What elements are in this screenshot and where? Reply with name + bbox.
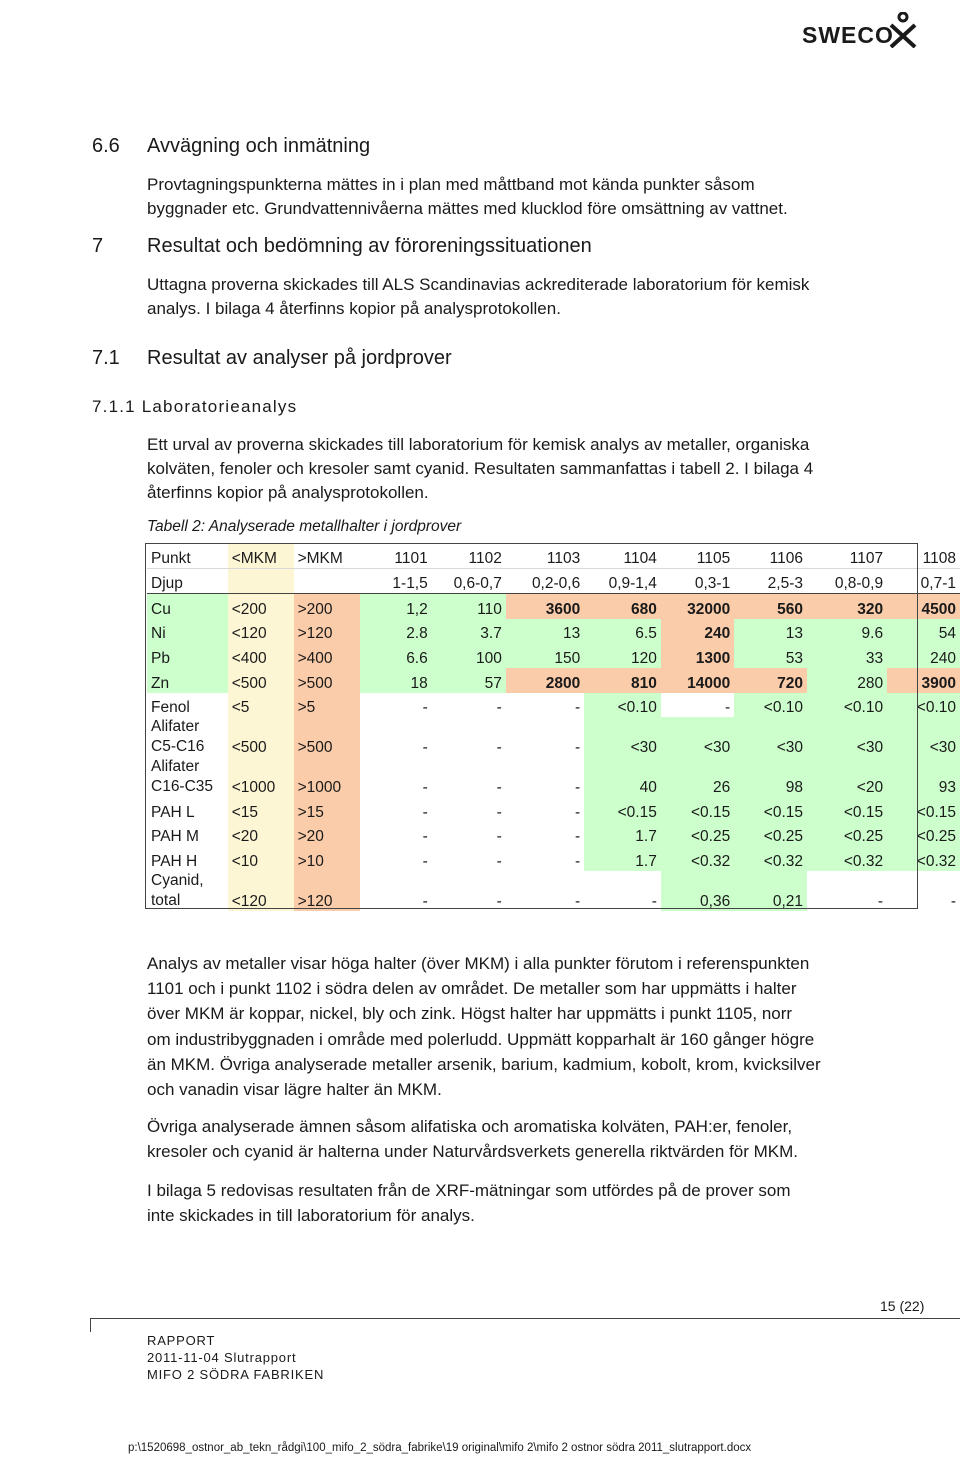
table-cell: >200 <box>294 594 360 619</box>
section-7-heading <box>92 235 792 261</box>
section-7-1-heading <box>92 347 592 373</box>
table-cell: 100 <box>432 643 506 668</box>
depth-cell: 2,5-3 <box>734 568 807 594</box>
table-cell: Alifater C16-C35 <box>151 758 214 796</box>
table-cell: - <box>422 892 428 910</box>
table-cell: 120 <box>584 643 661 668</box>
table-cell: >120 <box>294 871 360 911</box>
header-cell: 1107 <box>807 543 887 568</box>
header-cell: 1104 <box>584 543 661 568</box>
header-cell: 1101 <box>360 543 432 568</box>
logo-mark-icon <box>887 12 919 48</box>
table-cell: - <box>496 779 502 797</box>
table-cell: 680 <box>584 594 661 619</box>
table-cell: >500 <box>294 668 360 693</box>
table-cell: - <box>496 699 502 717</box>
table-cell: 3900 <box>887 668 960 693</box>
table-cell: Fenol <box>151 699 190 717</box>
table-cell: <30 <box>661 717 734 757</box>
page-number: 15 (22) <box>880 1298 925 1314</box>
header-cell: 1102 <box>432 543 506 568</box>
table-cell: - <box>422 699 428 717</box>
table-row <box>147 643 960 668</box>
table-cell: >120 <box>294 619 360 644</box>
table-cell: - <box>877 892 884 910</box>
table-cell: - <box>575 699 581 717</box>
table-cell: <30 <box>734 717 807 757</box>
table-cell: <0.15 <box>661 797 734 822</box>
table-cell: 2.8 <box>360 619 432 644</box>
table-cell: 57 <box>432 668 506 693</box>
table-cell: <0.32 <box>661 846 734 871</box>
table-cell: PAH H <box>151 852 198 870</box>
depth-cell: Djup <box>147 568 228 594</box>
results-table <box>147 543 960 911</box>
table-cell: 18 <box>360 668 432 693</box>
table-cell: <0.15 <box>887 797 960 822</box>
text-line: Ett urval av proverna skickades till laboratorium för kemisk analys av metaller, organiska <box>147 435 810 454</box>
table-cell: >15 <box>294 797 360 822</box>
table-cell: <0.32 <box>887 846 960 871</box>
text-line: inte skickades in till laboratorium för analys. <box>147 1206 475 1226</box>
table-cell: 54 <box>887 619 960 644</box>
analysis-paragraph-1 <box>147 951 821 1102</box>
table-row <box>147 846 960 871</box>
table-cell: 320 <box>807 594 887 619</box>
table-cell: - <box>422 852 428 870</box>
footer-file-path: p:\1520698_ostnor_ab_tekn_rådgi\100_mifo_2_södra_fabrike\19 original\mifo 2\mifo 2 ostnor södra 2011_slutrapport.docx <box>128 1442 752 1454</box>
table-cell: 13 <box>506 619 584 644</box>
table-cell: <30 <box>584 717 661 757</box>
text-line: I bilaga 5 redovisas resultaten från de XRF-mätningar som utfördes på de prover som <box>147 1181 791 1200</box>
table-row <box>147 668 960 693</box>
depth-cell: 1-1,5 <box>360 568 432 594</box>
text-line: om industribyggnaden i område med polerludd. Uppmätt kopparhalt är 160 gånger högre <box>147 1029 815 1049</box>
text-line: 1101 och i punkt 1102 i södra delen av området. De metaller som har uppmätts i halter <box>147 979 797 999</box>
depth-cell: 0,8-0,9 <box>807 568 887 594</box>
table-cell: 40 <box>584 757 661 797</box>
table-cell: 720 <box>734 668 807 693</box>
table-cell: <0.32 <box>734 846 807 871</box>
table-cell: Zn <box>147 668 228 693</box>
table-cell: <120 <box>228 871 294 911</box>
table-cell: <0.10 <box>734 693 807 718</box>
table-row <box>147 717 960 757</box>
table-cell: 3.7 <box>432 619 506 644</box>
table-cell: <0.15 <box>734 797 807 822</box>
depth-cell: 0,2-0,6 <box>506 568 584 594</box>
section-title: Resultat och bedömning av föroreningssituationen <box>147 235 592 257</box>
footer-divider <box>90 1318 960 1319</box>
table-cell: >500 <box>294 717 360 757</box>
table-cell: <30 <box>807 717 887 757</box>
table-cell: - <box>575 739 581 757</box>
depth-cell: 0,6-0,7 <box>432 568 506 594</box>
table-cell: 53 <box>734 643 807 668</box>
depth-row <box>147 568 960 594</box>
text-line: Uttagna proverna skickades till ALS Scandinavias ackrediterade laboratorium för kemisk <box>147 275 810 294</box>
table-cell: 1.7 <box>584 822 661 847</box>
logo-text: SWECO <box>802 22 894 48</box>
section-7-1-1-heading: 7.1.1 Laboratorieanalys <box>92 397 298 416</box>
table-cell: <0.15 <box>584 797 661 822</box>
header-cell: 1108 <box>887 543 960 568</box>
table-cell: - <box>496 828 502 846</box>
header-cell: 1106 <box>734 543 807 568</box>
text-line: byggnader etc. Grundvattennivåerna mättes med klucklod före omsättning av vattnet. <box>147 199 788 218</box>
text-line: Analys av metaller visar höga halter (över MKM) i alla punkter förutom i referenspunkten <box>147 954 810 973</box>
table-cell: 6.6 <box>360 643 432 668</box>
table-cell: 1,2 <box>360 594 432 619</box>
table-cell: 9.6 <box>807 619 887 644</box>
table-row <box>147 757 960 797</box>
table-header-row <box>147 543 960 568</box>
header-cell: Punkt <box>147 543 228 568</box>
table-cell: - <box>725 699 731 717</box>
text-line: över MKM är koppar, nickel, bly och zink. Högst halter har uppmätts i punkt 1105, norr <box>147 1004 793 1024</box>
table-cell: <10 <box>228 846 294 871</box>
table-cell: 0,21 <box>734 871 807 911</box>
table-cell: 3600 <box>506 594 584 619</box>
section-title: Avvägning och inmätning <box>147 135 371 157</box>
table-cell: >20 <box>294 822 360 847</box>
text-line: kresoler och cyanid är halterna under Naturvårdsverkets generella riktvärden för MKM. <box>147 1142 799 1162</box>
table-cell: 1300 <box>661 643 734 668</box>
table-cell: - <box>496 852 502 870</box>
footer-date: 2011-11-04 Slutrapport <box>147 1350 297 1365</box>
sweco-logo <box>802 12 922 52</box>
table-cell: Cu <box>147 594 228 619</box>
table-cell: 810 <box>584 668 661 693</box>
table-cell: 240 <box>661 619 734 644</box>
section-number: 7.1 <box>92 347 120 369</box>
table-cell: Cyanid, total <box>151 871 204 909</box>
text-line: kolväten, fenoler och kresoler samt cyanid. Resultaten sammanfattas i tabell 2. I bilaga 4 <box>147 459 814 478</box>
table-cell: - <box>422 803 428 821</box>
table-cell: - <box>496 803 502 821</box>
table-cell: 32000 <box>661 594 734 619</box>
text-line: Övriga analyserade ämnen såsom alifatiska och aromatiska kolväten, PAH:er, fenoler, <box>147 1117 793 1136</box>
table-cell: <0.10 <box>584 693 661 718</box>
table-cell: 110 <box>432 594 506 619</box>
footer-doc-type: RAPPORT <box>147 1333 216 1348</box>
table-cell: - <box>575 803 581 821</box>
table-cell: 0,36 <box>661 871 734 911</box>
table-cell: - <box>496 739 502 757</box>
table-cell: 26 <box>661 757 734 797</box>
table-cell: <0.25 <box>887 822 960 847</box>
table-cell: - <box>496 892 502 910</box>
table-cell: - <box>575 892 581 910</box>
table-cell: >1000 <box>294 757 360 797</box>
header-cell: 1103 <box>506 543 584 568</box>
table-cell: 13 <box>734 619 807 644</box>
table-cell: 280 <box>807 668 887 693</box>
table-cell: <0.25 <box>807 822 887 847</box>
table-cell: PAH L <box>151 803 195 821</box>
table-row <box>147 822 960 847</box>
table-cell: - <box>422 739 428 757</box>
table-cell: - <box>575 779 581 797</box>
table-cell: <20 <box>807 757 887 797</box>
table-cell: Ni <box>147 619 228 644</box>
table-cell: Alifater C5-C16 <box>151 718 205 756</box>
table-cell: PAH M <box>151 828 199 846</box>
table-cell: 560 <box>734 594 807 619</box>
table-cell: 1.7 <box>584 846 661 871</box>
footer-project: MIFO 2 SÖDRA FABRIKEN <box>147 1367 325 1382</box>
text-line: Provtagningspunkterna mättes in i plan med måttband mot kända punkter såsom <box>147 175 755 194</box>
table-cell: - <box>422 779 428 797</box>
table-cell: Pb <box>147 643 228 668</box>
table-cell: <120 <box>228 619 294 644</box>
table-cell: 4500 <box>887 594 960 619</box>
text-line: än MKM. Övriga analyserade metaller arsenik, barium, kadmium, kobolt, krom, kvicksilver <box>147 1054 821 1074</box>
section-6-6-heading <box>92 135 592 161</box>
footer-divider-tick <box>90 1318 91 1332</box>
table-cell: 2800 <box>506 668 584 693</box>
depth-cell <box>294 568 360 594</box>
text-line: och vanadin visar lägre halter än MKM. <box>147 1080 442 1100</box>
table-cell: - <box>575 828 581 846</box>
table-cell: <200 <box>228 594 294 619</box>
section-number: 6.6 <box>92 135 120 157</box>
depth-cell: 0,7-1 <box>887 568 960 594</box>
table-cell: <5 <box>228 693 294 718</box>
table-cell: <500 <box>228 668 294 693</box>
section-number: 7 <box>92 235 104 257</box>
section-7-body <box>147 273 809 321</box>
table-caption: Tabell 2: Analyserade metallhalter i jordprover <box>147 518 462 535</box>
analysis-paragraph-2 <box>147 1114 798 1164</box>
table-cell: 14000 <box>661 668 734 693</box>
section-7-1-1-body <box>147 433 813 505</box>
table-cell: 240 <box>887 643 960 668</box>
text-line: återfinns kopior på analysprotokollen. <box>147 483 429 502</box>
table-cell: >5 <box>294 693 360 718</box>
table-cell: <30 <box>887 717 960 757</box>
table-cell: - <box>950 892 956 910</box>
header-cell: >MKM <box>294 543 360 568</box>
table-row <box>147 693 960 718</box>
table-row <box>147 871 960 911</box>
table-cell: >10 <box>294 846 360 871</box>
table-cell: <0.32 <box>807 846 887 871</box>
table-cell: 150 <box>506 643 584 668</box>
table-row <box>147 594 960 619</box>
table-cell: <0.25 <box>661 822 734 847</box>
table-cell: <0.25 <box>734 822 807 847</box>
text-line: analys. I bilaga 4 återfinns kopior på analysprotokollen. <box>147 299 561 318</box>
table-cell: <0.10 <box>807 693 887 718</box>
table-cell: - <box>651 892 657 910</box>
header-cell: 1105 <box>661 543 734 568</box>
table-cell: 6.5 <box>584 619 661 644</box>
table-cell: <0.15 <box>807 797 887 822</box>
analysis-paragraph-3 <box>147 1178 791 1228</box>
table-cell: 98 <box>734 757 807 797</box>
section-title: Resultat av analyser på jordprover <box>147 347 452 369</box>
table-cell: 33 <box>807 643 887 668</box>
table-cell: <400 <box>228 643 294 668</box>
table-row <box>147 797 960 822</box>
table-cell: <1000 <box>228 757 294 797</box>
table-cell: <500 <box>228 717 294 757</box>
section-6-6-body <box>147 173 788 221</box>
table-cell: <20 <box>228 822 294 847</box>
header-cell: <MKM <box>228 543 294 568</box>
table-cell: >400 <box>294 643 360 668</box>
table-cell: - <box>422 828 428 846</box>
depth-cell: 0,9-1,4 <box>584 568 661 594</box>
depth-cell: 0,3-1 <box>661 568 734 594</box>
table-cell: 93 <box>887 757 960 797</box>
table-cell: <0.10 <box>887 693 960 718</box>
table-cell: <15 <box>228 797 294 822</box>
table-cell: - <box>575 852 581 870</box>
table-row <box>147 619 960 644</box>
depth-cell <box>228 568 294 594</box>
